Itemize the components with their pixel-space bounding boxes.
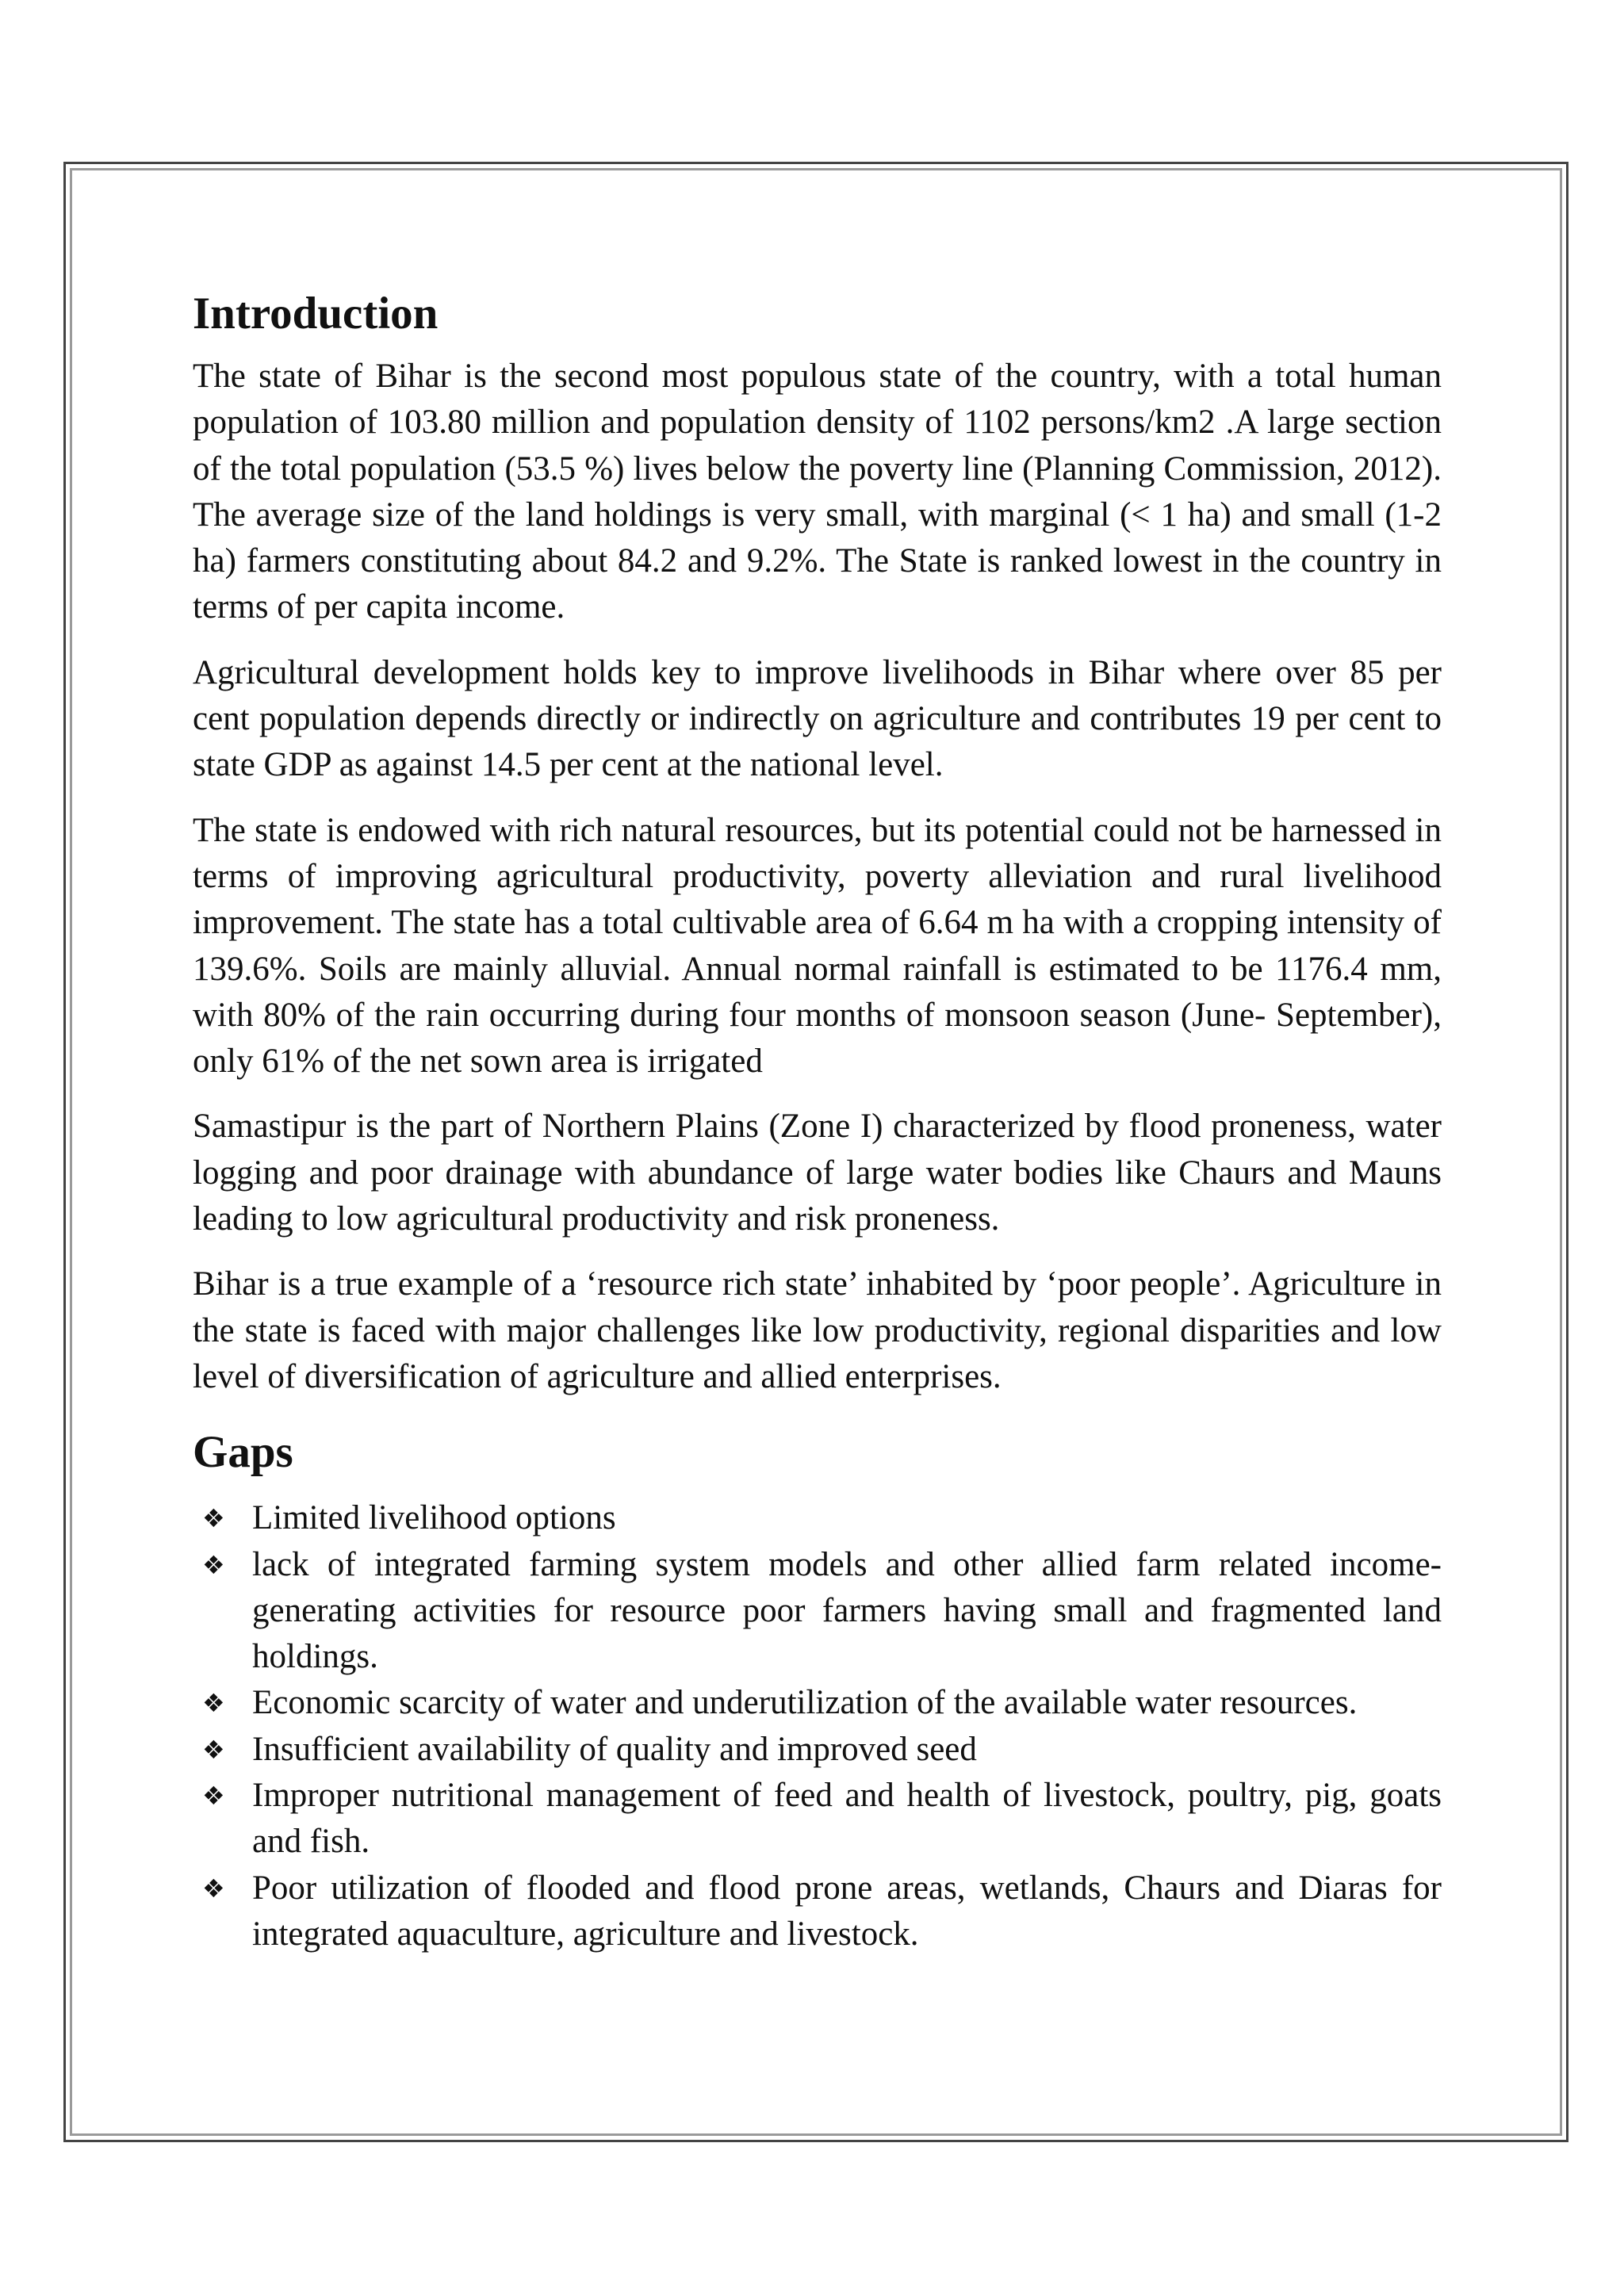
gap-item-text: Insufficient availability of quality and improved seed: [252, 1730, 977, 1768]
list-item: [193, 1773, 1442, 1866]
diamond-bullet-icon: ❖: [202, 1503, 225, 1534]
list-item: [193, 1680, 1442, 1726]
gaps-list: [193, 1495, 1442, 1957]
introduction-heading: Introduction: [193, 289, 439, 339]
gap-item-text: Economic scarcity of water and underutilization of the available water resources.: [252, 1684, 1358, 1722]
intro-paragraph-2: Agricultural development holds key to improve livelihoods in Bihar where over 85 per cent population depends directly or indirectly on agriculture and contributes 19 per cent to state GDP as against 14.5 per cent at the national level.: [193, 653, 1442, 784]
list-item: [193, 1727, 1442, 1773]
diamond-bullet-icon: ❖: [202, 1734, 225, 1765]
gap-item-text: Improper nutritional management of feed and health of livestock, poultry, pig, goats and fish.: [252, 1777, 1442, 1861]
list-item: [193, 1542, 1442, 1681]
gap-item-text: Limited livelihood options: [252, 1499, 616, 1537]
intro-paragraph-4: Samastipur is the part of Northern Plains (Zone I) characterized by flood proneness, water logging and poor drainage with abundance of large water bodies like Chaurs and Mauns leading to low agricultural productivity and risk proneness.: [193, 1108, 1442, 1238]
list-item: [193, 1866, 1442, 1958]
gaps-heading: Gaps: [193, 1427, 293, 1478]
intro-paragraph-1: The state of Bihar is the second most populous state of the country, with a total human population of 103.80 million and population density of 1102 persons/km2 .A large section of the total population (53.5 %) lives below the poverty line (Planning Commission, 2012). The average size of the land holdings is very small, with marginal (< 1 ha) and small (1-2 ha) farmers constituting about 84.2 and 9.2%. The State is ranked lowest in the country in terms of per capita income.: [193, 358, 1442, 626]
diamond-bullet-icon: ❖: [202, 1688, 225, 1719]
list-item: [193, 1495, 1442, 1541]
diamond-bullet-icon: ❖: [202, 1781, 225, 1812]
intro-paragraph-5: Bihar is a true example of a ‘resource rich state’ inhabited by ‘poor people’. Agriculture in the state is faced with major challenges like low productivity, regional disparities and low level of diversification of agriculture and allied enterprises.: [193, 1265, 1442, 1395]
gap-item-text: lack of integrated farming system models and other allied farm related income-generating activities for resource poor farmers having small and fragmented land holdings.: [252, 1545, 1442, 1676]
intro-paragraph-3: The state is endowed with rich natural resources, but its potential could not be harnessed in terms of improving agricultural productivity, poverty alleviation and rural livelihood improvement. The state has a total cultivable area of 6.64 m ha with a cropping intensity of 139.6%. Soils are mainly alluvial. Annual normal rainfall is estimated to be 1176.4 mm, with 80% of the rain occurring during four months of monsoon season (June- September), only 61% of the net sown area is irrigated: [193, 811, 1442, 1081]
diamond-bullet-icon: ❖: [202, 1873, 225, 1904]
gap-item-text: Poor utilization of flooded and flood prone areas, wetlands, Chaurs and Diaras for integrated aquaculture, agriculture and livestock.: [252, 1869, 1442, 1953]
diamond-bullet-icon: ❖: [202, 1549, 225, 1580]
document-body: [193, 285, 1442, 1957]
